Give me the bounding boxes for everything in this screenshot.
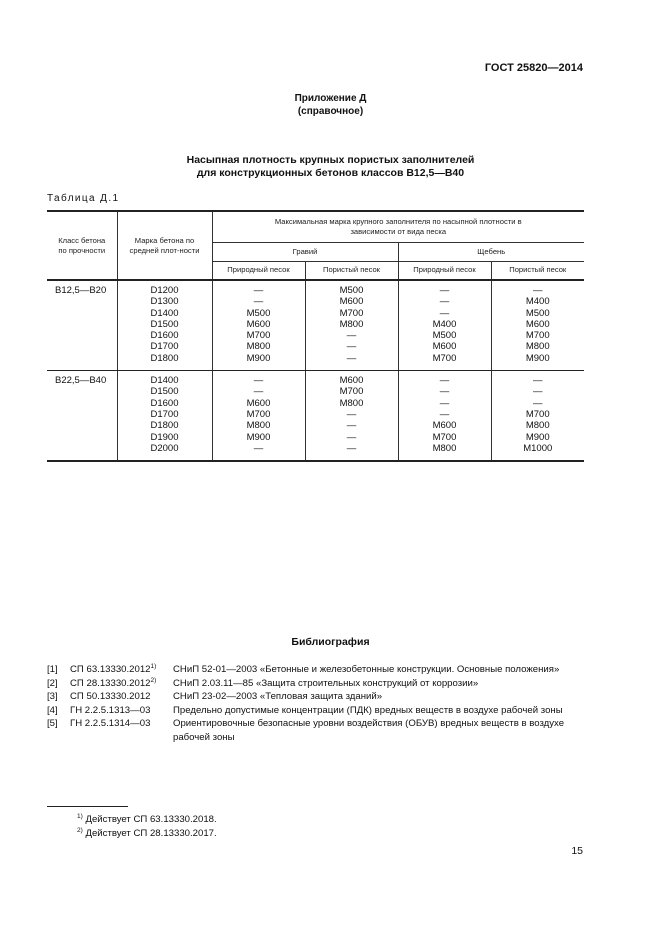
bibliography-list xyxy=(47,663,587,744)
appendix-subtitle: (справочное) xyxy=(297,106,364,117)
footnote-divider xyxy=(47,806,128,807)
appendix-title: Приложение Д xyxy=(294,93,367,104)
bibliography-item: [4] ГН 2.2.5.1313—03 Предельно допустимые концентрации (ПДК) вредных веществ в воздухе рабочей зоны xyxy=(47,704,563,716)
header-crushed-natural: Природный песок xyxy=(398,261,491,280)
gravel-natural-column: — — М600 М700 М800 М900 — xyxy=(212,371,305,462)
footnote-1: $^{1)}$ Действует СП 63.13330.2018. xyxy=(77,813,217,825)
bibliography-item: [5] ГН 2.2.5.1314—03 Ориентировочные безопасные уровни воздействия (ОБУВ) вредных веществ в воздухе рабочей зоны xyxy=(47,718,565,743)
mark-column: D1200 D1300 D1400 D1500 D1600 D1700 D1800 xyxy=(117,280,212,371)
gravel-porous-column: М500 М600 М700 М800 — — — xyxy=(305,280,398,371)
header-crushed: Щебень xyxy=(398,242,584,261)
mark-column: D1400 D1500 D1600 D1700 D1800 D1900 D2000 xyxy=(117,371,212,462)
header-max-grade: Максимальная марка крупного заполнителя по насыпной плотности в зависимости от вида песка xyxy=(212,211,584,242)
header-gravel-natural: Природный песок xyxy=(212,261,305,280)
header-class: Класс бетона по прочности xyxy=(47,211,117,280)
table-row xyxy=(47,280,584,371)
section-title-line1: Насыпная плотность крупных пористых заполнителей xyxy=(186,154,475,166)
header-mark: Марка бетона по средней плот-ности xyxy=(117,211,212,280)
bibliography-item: [3] СП 50.13330.2012 СНиП 23-02—2003 «Тепловая защита зданий» xyxy=(47,691,383,702)
crushed-natural-column: — — — М400 М500 М600 М700 xyxy=(398,280,491,371)
footnote-2: $^{2)}$ Действует СП 28.13330.2017. xyxy=(77,827,217,839)
header-crushed-porous: Пористый песок xyxy=(491,261,584,280)
table-row xyxy=(47,371,584,462)
gravel-natural-column: — — М500 М600 М700 М800 М900 xyxy=(212,280,305,371)
density-table xyxy=(47,210,584,462)
page-number: 15 xyxy=(571,845,583,857)
row-class: В22,5—В40 xyxy=(47,371,117,462)
document-code: ГОСТ 25820—2014 xyxy=(484,62,583,74)
table-caption: Таблица Д.1 xyxy=(47,193,120,204)
gravel-porous-column: М600 М700 М800 — — — — xyxy=(305,371,398,462)
bibliography-item: [1] СП 63.13330.2012$^{1)}$ СНиП 52-01—2003 «Бетонные и железобетонные конструкции. Основные положения» xyxy=(47,663,560,675)
row-class: В12,5—В20 xyxy=(47,280,117,371)
crushed-porous-column: — М400 М500 М600 М700 М800 М900 xyxy=(491,280,584,371)
header-gravel: Гравий xyxy=(212,242,398,261)
crushed-porous-column: — — — М700 М800 М900 М1000 xyxy=(491,371,584,462)
section-title-line2: для конструкционных бетонов классов В12,5—В40 xyxy=(196,167,465,179)
bibliography-item: [2] СП 28.13330.2012$^{2)}$ СНиП 2.03.11—85 «Защита строительных конструкций от коррозии» xyxy=(47,676,479,689)
bibliography-title: Библиография xyxy=(291,636,370,648)
crushed-natural-column: — — — — М600 М700 М800 xyxy=(398,371,491,462)
header-gravel-porous: Пористый песок xyxy=(305,261,398,280)
